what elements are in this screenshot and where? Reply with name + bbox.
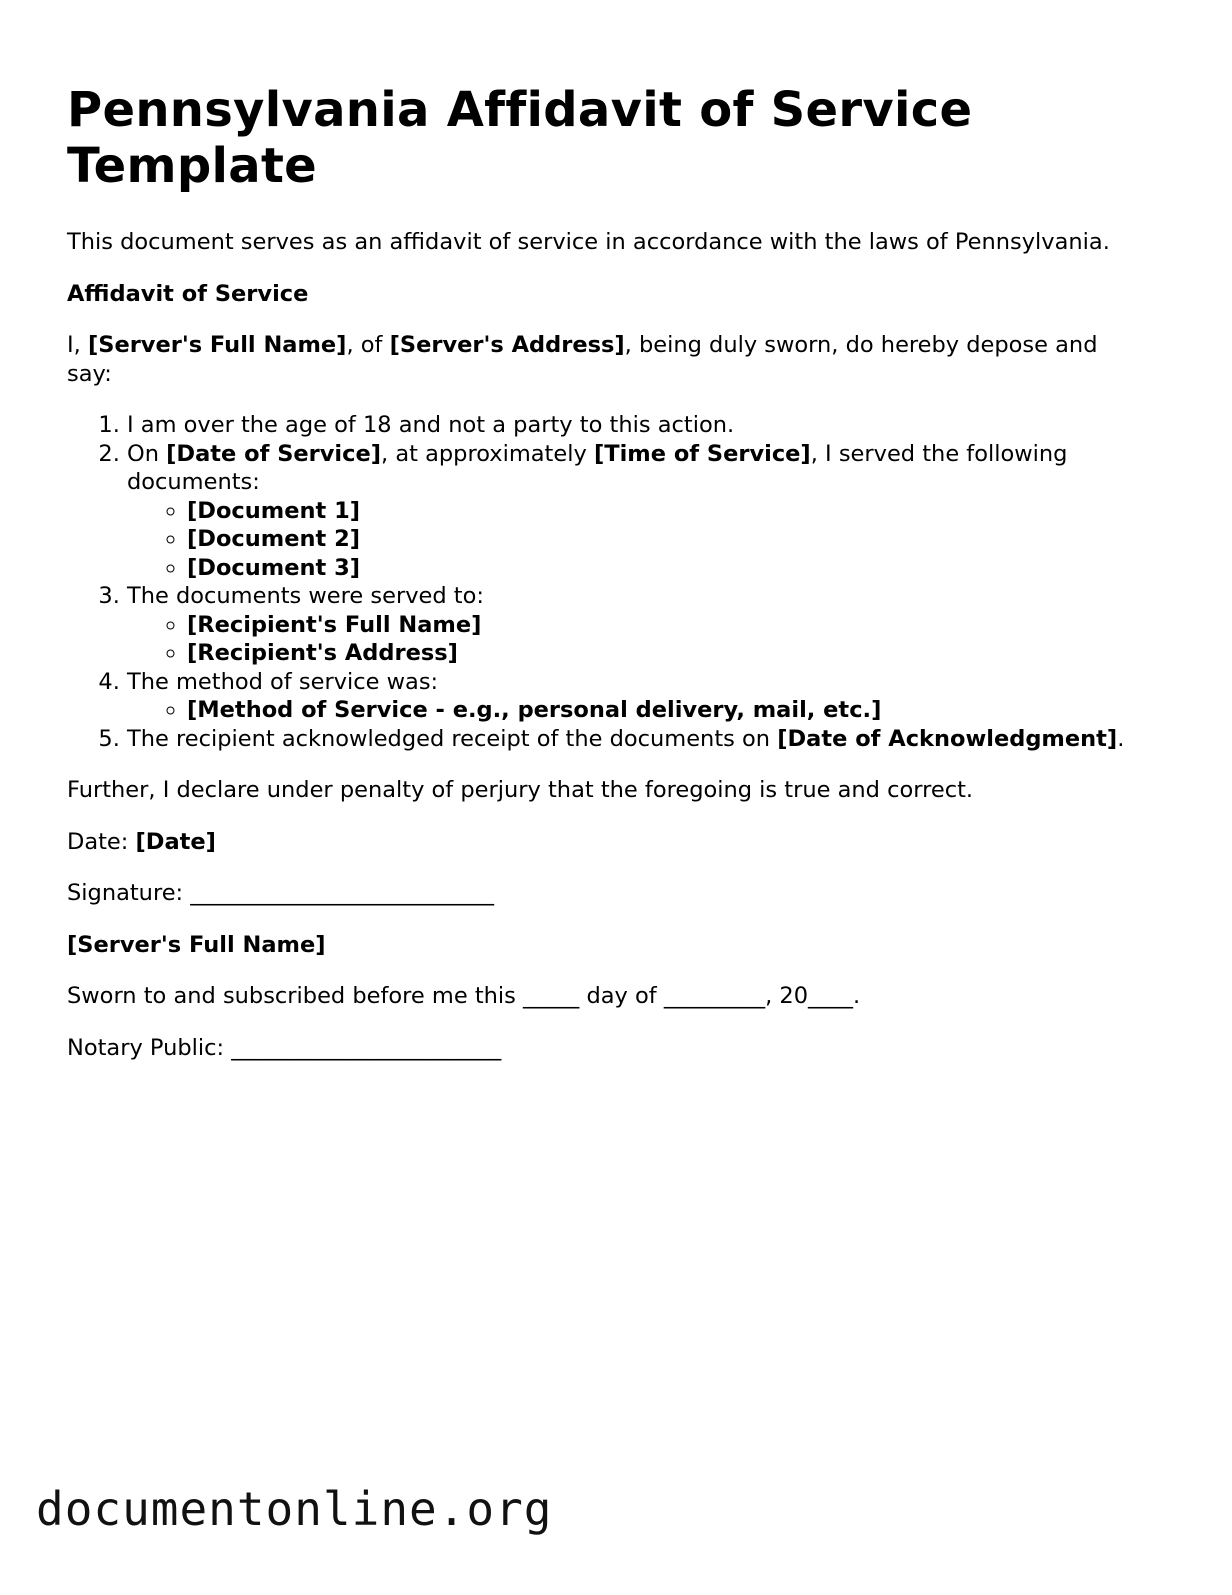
documents-list — [127, 497, 1147, 583]
sworn-paragraph: Sworn to and subscribed before me this _____ day of _________, 20____. — [67, 983, 861, 1009]
sub-list-item: ◦ [Document 3] — [187, 554, 1147, 583]
server-address-field: [Server's Address] — [389, 332, 625, 358]
affidavit-list — [67, 411, 1147, 753]
server-name-footer: [Server's Full Name] — [67, 931, 326, 958]
server-name-field: [Server's Full Name] — [87, 332, 347, 358]
sub-list-item: ◦ [Document 2] — [187, 525, 1147, 554]
watermark: documentonline.org — [36, 1482, 553, 1536]
recipient-list — [127, 611, 1147, 668]
list-item: 2. On [Date of Service], at approximately [Time of Service], I served the following documents: ◦ [Document 1] ◦ [Document 2] ◦ [Document 3] — [127, 440, 1147, 583]
list-item: 4. The method of service was: ◦ [Method of Service - e.g., personal delivery, mail, etc.] — [127, 668, 1147, 725]
sub-list-item: ◦ [Method of Service - e.g., personal delivery, mail, etc.] — [187, 696, 1147, 725]
section-heading: Affidavit of Service — [67, 280, 309, 307]
time-of-service-field: [Time of Service] — [593, 440, 811, 467]
list-item: 3. The documents were served to: ◦ [Recipient's Full Name] ◦ [Recipient's Address] — [127, 582, 1147, 668]
document-title: Pennsylvania Affidavit of Service Template — [67, 82, 973, 194]
oath-paragraph: I, [Server's Full Name], of [Server's Address], being duly sworn, do hereby depose and say: — [67, 332, 1098, 387]
date-line: Date: [Date] — [67, 828, 216, 855]
date-field: [Date] — [135, 828, 216, 855]
list-item: 1. I am over the age of 18 and not a party to this action. — [127, 411, 1147, 440]
document-page — [67, 82, 1147, 1085]
declaration-paragraph: Further, I declare under penalty of perjury that the foregoing is true and correct. — [67, 777, 974, 803]
method-list — [127, 696, 1147, 725]
acknowledgment-date-field: [Date of Acknowledgment] — [777, 725, 1118, 752]
notary-blank: ________________________ — [231, 1034, 502, 1061]
signature-line: Signature: ___________________________ — [67, 880, 495, 906]
sub-list-item: ◦ [Recipient's Full Name] — [187, 611, 1147, 640]
sub-list-item: ◦ [Document 1] — [187, 497, 1147, 526]
notary-line: Notary Public: ________________________ — [67, 1034, 502, 1061]
list-item: 5. The recipient acknowledged receipt of the documents on [Date of Acknowledgment]. — [127, 725, 1147, 754]
sub-list-item: ◦ [Recipient's Address] — [187, 639, 1147, 668]
signature-blank: ___________________________ — [190, 880, 495, 906]
date-of-service-field: [Date of Service] — [166, 440, 382, 467]
intro-paragraph: This document serves as an affidavit of service in accordance with the laws of Pennsylvania. — [67, 229, 1110, 255]
